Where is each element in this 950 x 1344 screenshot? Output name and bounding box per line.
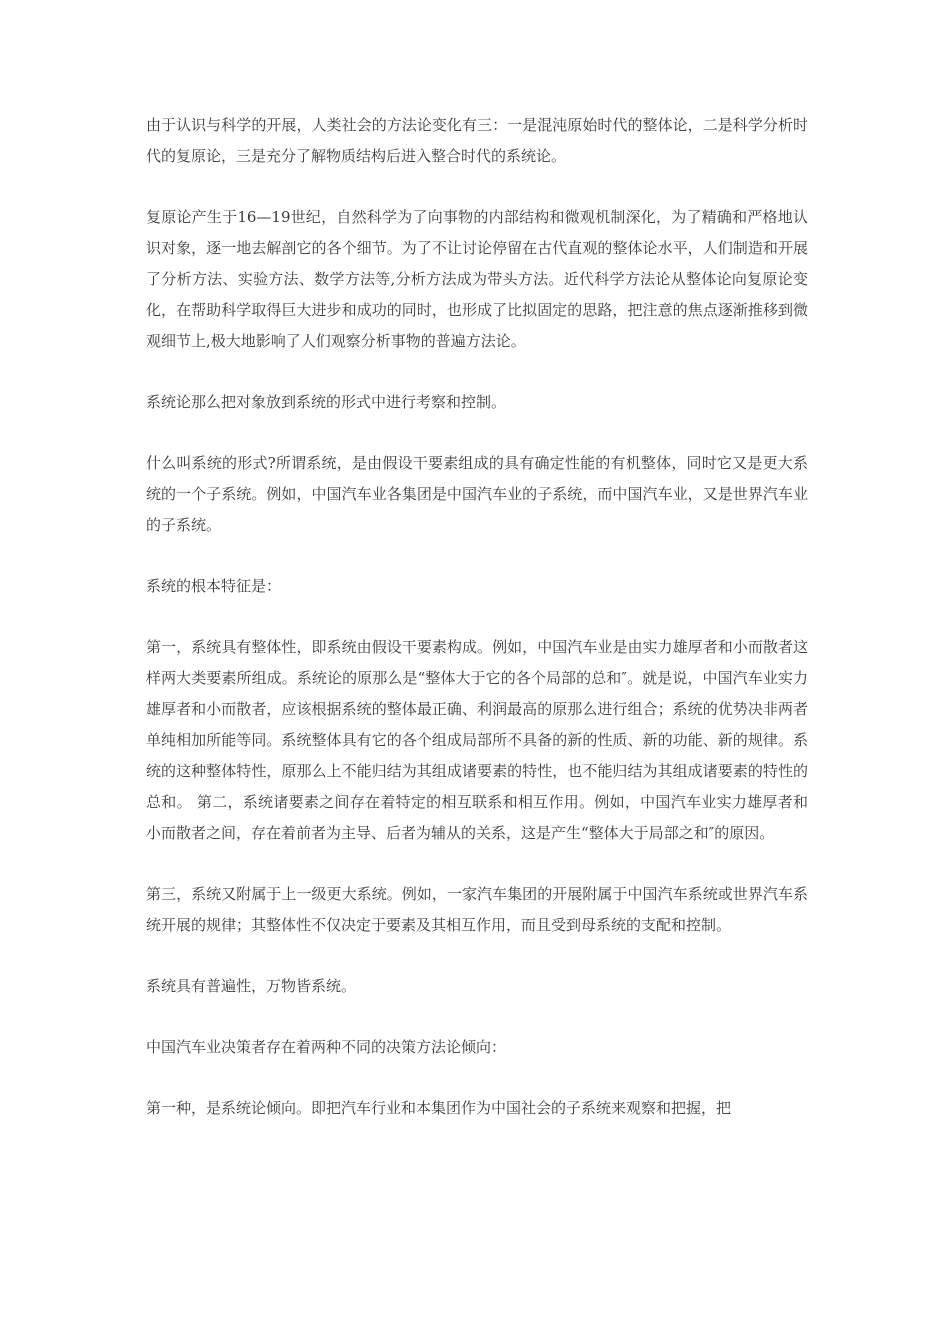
paragraph-basic-features-heading: 系统的根本特征是：: [146, 577, 282, 595]
document-page: [146, 110, 808, 1154]
paragraph-feature-one-two: 第一，系统具有整体性，即系统由假设干要素构成。例如，中国汽车业是由实力雄厚者和小而散者这样两大类要素所组成。系统论的原那么是“整体大于它的各个局部的总和″。就是说，中国汽车业实力雄厚者和小而散者，应该根据系统的整体最正确、利润最高的原那么进行组合；系统的优势决非两者单纯相加所能等同。系统整体具有它的各个组成局部所不具备的新的性质、新的功能、新的规律。系统的这种整体特性，原那么上不能归结为其组成诸要素的特性，也不能归结为其组成诸要素的特性的总和。 第二，系统诸要素之间存在着特定的相互联系和相互作用。例如，中国汽车业实力雄厚者和小而散者之间，存在着前者为主导、后者为辅从的关系，这是产生“整体大于局部之和″的原因。: [146, 638, 808, 842]
paragraph-first-tendency: 第一种，是系统论倾向。即把汽车行业和本集团作为中国社会的子系统来观察和把握，把: [146, 1099, 732, 1117]
paragraph-feature-three: 第三，系统又附属于上一级更大系统。例如，一家汽车集团的开展附属于中国汽车系统或世界汽车系统开展的规律；其整体性不仅决定于要素及其相互作用，而且受到母系统的支配和控制。: [146, 885, 808, 934]
paragraph-methodology-intro: 由于认识与科学的开展，人类社会的方法论变化有三：一是混沌原始时代的整体论，二是科学分析时代的复原论，三是充分了解物质结构后进入整合时代的系统论。: [146, 116, 808, 165]
paragraph-system-definition: 什么叫系统的形式?所谓系统，是由假设干要素组成的具有确定性能的有机整体，同时它又是更大系统的一个子系统。例如，中国汽车业各集团是中国汽车业的子系统，而中国汽车业，又是世界汽车业的子系统。: [146, 454, 808, 534]
paragraph-universality: 系统具有普遍性，万物皆系统。: [146, 977, 357, 995]
paragraph-systems-theory: 系统论那么把对象放到系统的形式中进行考察和控制。: [146, 393, 507, 411]
paragraph-reductionism: 复原论产生于16—19世纪，自然科学为了向事物的内部结构和微观机制深化，为了精确和严格地认识对象，逐一地去解剖它的各个细节。为了不让讨论停留在古代直观的整体论水平，人们制造和开展了分析方法、实验方法、数学方法等,分析方法成为带头方法。近代科学方法论从整体论向复原论变化，在帮助科学取得巨大进步和成功的同时，也形成了比拟固定的思路，把注意的焦点逐渐推移到微观细节上,极大地影响了人们观察分析事物的普遍方法论。: [146, 208, 808, 350]
paragraph-decision-tendencies: 中国汽车业决策者存在着两种不同的决策方法论倾向：: [146, 1038, 507, 1056]
